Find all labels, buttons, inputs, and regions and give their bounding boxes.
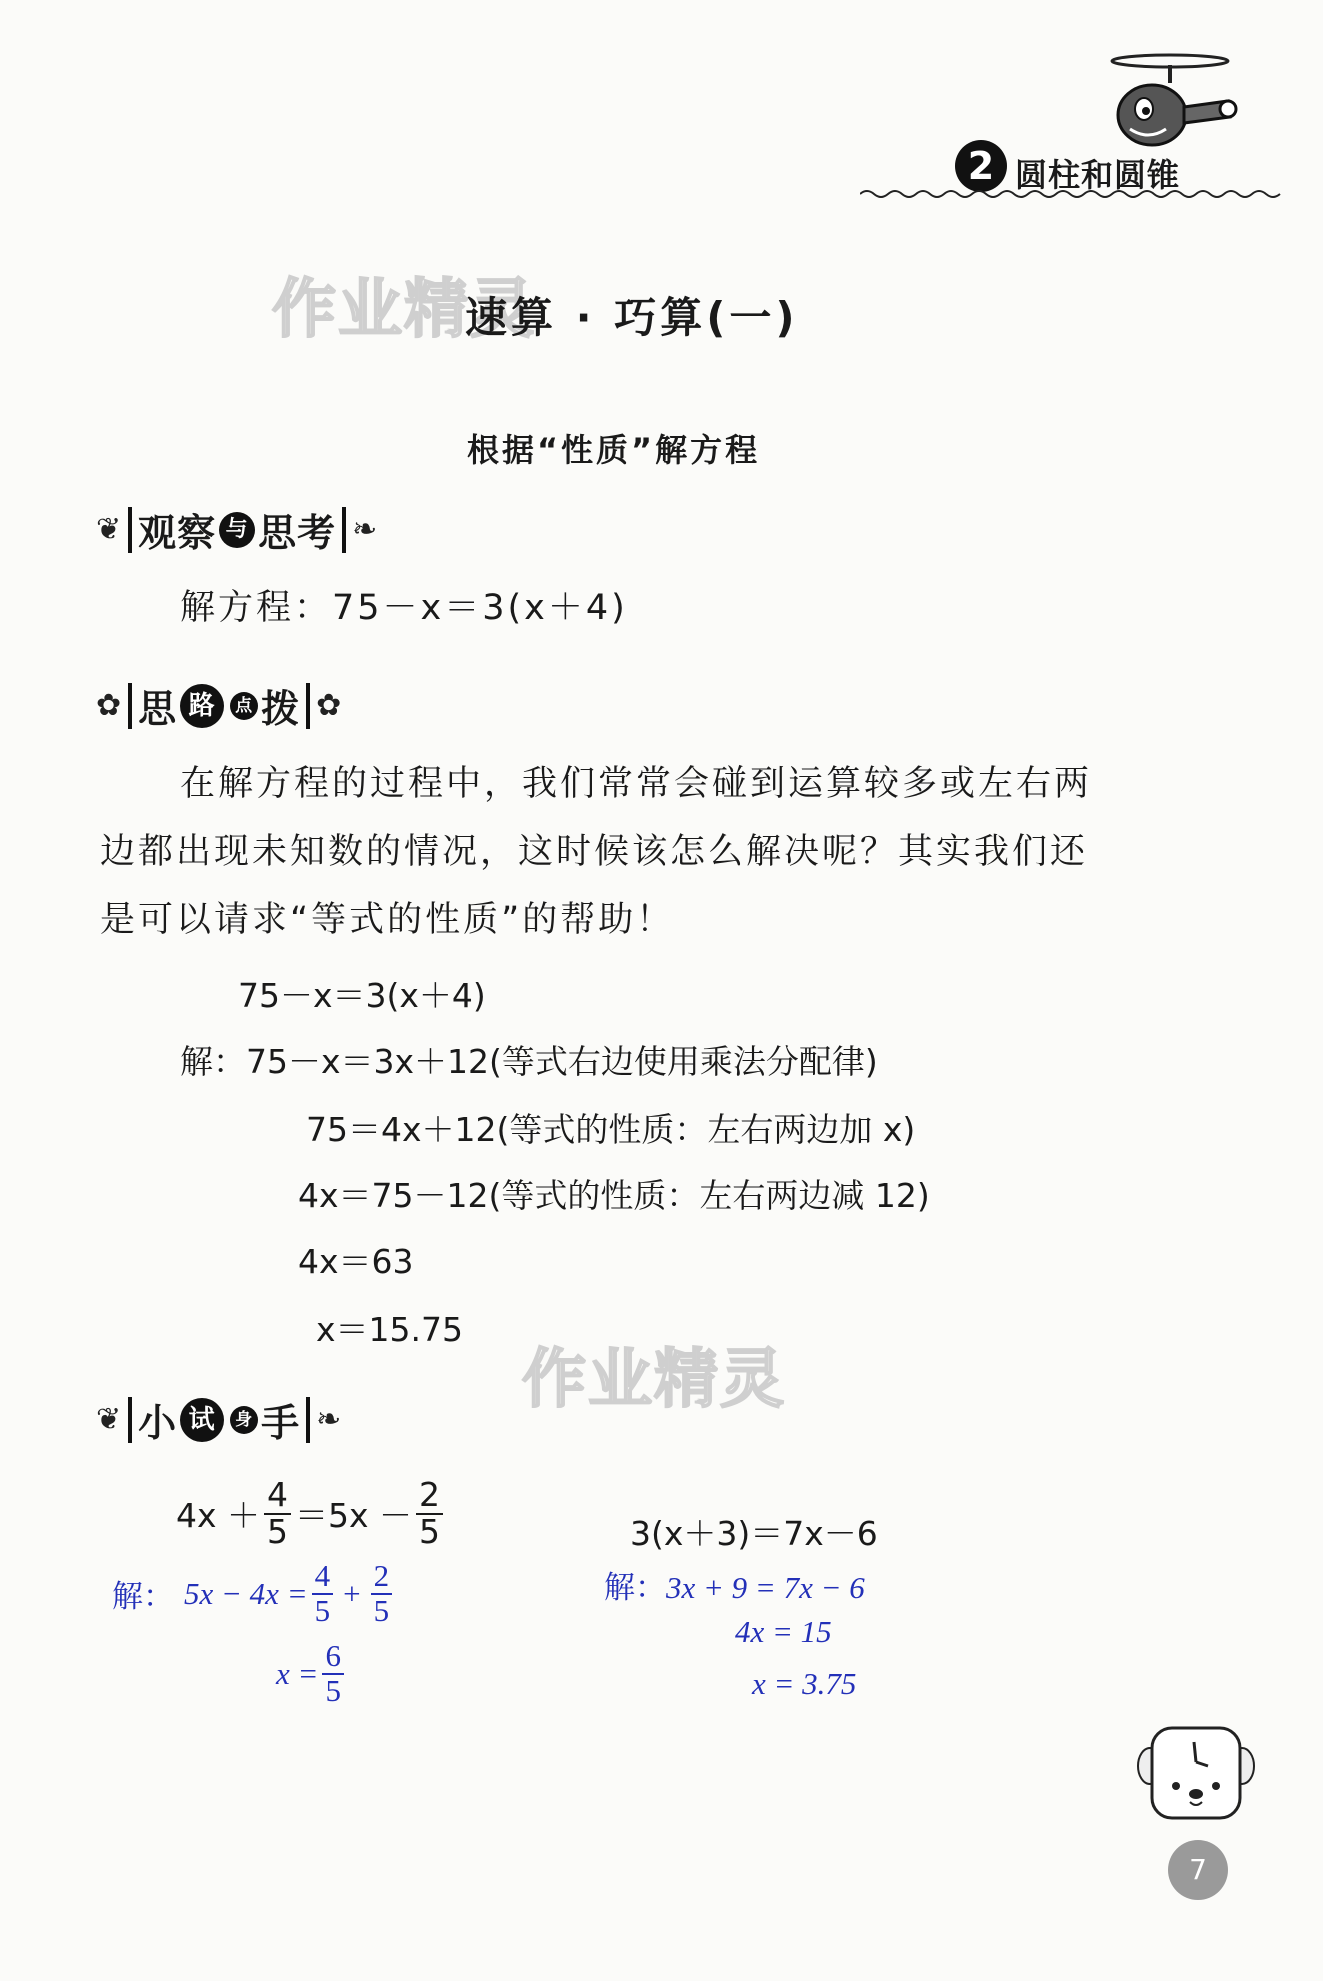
lesson-title: 速算 · 巧算(一) xyxy=(465,293,799,342)
helicopter-icon xyxy=(1100,45,1240,155)
answer-2-line-3: x = 3.75 xyxy=(752,1666,857,1701)
solution-step: 4x＝63 xyxy=(298,1242,414,1281)
vine-ornament-left-icon: ❦ xyxy=(96,512,123,547)
solution-step: 解：75－x＝3x＋12(等式右边使用乘法分配律) xyxy=(180,1042,878,1081)
flower-left-icon: ✿ xyxy=(96,688,123,723)
section-subtitle: 根据“性质”解方程 xyxy=(467,431,761,469)
chapter-number-badge: 2 xyxy=(955,140,1007,192)
practice-heading: ❦ 小 试 身 手 ❧ xyxy=(96,1392,342,1447)
swirl-left-icon: ❦ xyxy=(96,1402,123,1437)
answer-2-line-1: 解：3x + 9 = 7x − 6 xyxy=(604,1570,865,1605)
solution-step: 4x＝75－12(等式的性质：左右两边减 12) xyxy=(298,1176,930,1215)
header-wavy-divider xyxy=(860,188,1290,200)
heading-circle-badge: 试 xyxy=(180,1398,224,1442)
answer-1-line-1: 解： 5x − 4x = $\frac{4}{5}$ + $\frac{2}{5}$ xyxy=(112,1560,396,1627)
heading-small-badge: 点 xyxy=(230,692,258,720)
flower-right-icon: ✿ xyxy=(316,688,343,723)
solution-step: 75－x＝3(x＋4) xyxy=(238,976,486,1015)
answer-2-line-2: 4x = 15 xyxy=(735,1614,832,1649)
vine-ornament-right-icon: ❧ xyxy=(352,512,379,547)
hint-heading: ✿ 思 路 点 拨 ✿ xyxy=(96,678,342,733)
page-number: 7 xyxy=(1168,1840,1228,1900)
watermark: 作业精灵 xyxy=(272,273,536,347)
hint-paragraph-line-1: 在解方程的过程中，我们常常会碰到运算较多或左右两 xyxy=(180,764,1093,804)
heading-small-badge: 身 xyxy=(230,1406,258,1434)
answer-label: 解： xyxy=(112,1579,174,1615)
practice-problem-2: 3(x＋3)＝7x－6 xyxy=(630,1514,878,1553)
practice-problem-1: 4x ＋ $\frac{4}{5}$ ＝5x － $\frac{2}{5}$ xyxy=(176,1478,447,1549)
solution-step: x＝15.75 xyxy=(316,1310,464,1349)
hint-paragraph-line-2: 边都出现未知数的情况，这时候该怎么解决呢？其实我们还 xyxy=(100,832,1089,872)
hint-paragraph-line-3: 是可以请求“等式的性质”的帮助！ xyxy=(100,900,675,940)
solution-step: 75＝4x＋12(等式的性质：左右两边加 x) xyxy=(306,1110,916,1149)
clock-mascot-icon xyxy=(1136,1720,1256,1830)
observe-think-heading: ❦ 观察 与 思考 ❧ xyxy=(96,502,378,557)
heading-circle-badge: 路 xyxy=(180,684,224,728)
swirl-right-icon: ❧ xyxy=(316,1402,343,1437)
answer-label: 解： xyxy=(604,1570,666,1605)
heading-link-badge: 与 xyxy=(219,512,255,548)
chapter-title: 圆柱和圆锥 xyxy=(1015,156,1181,194)
observe-problem: 解方程：75－x＝3(x＋4) xyxy=(180,588,628,628)
watermark: 作业精灵 xyxy=(522,1343,786,1417)
answer-1-line-2: x = $\frac{6}{5}$ xyxy=(276,1640,348,1707)
